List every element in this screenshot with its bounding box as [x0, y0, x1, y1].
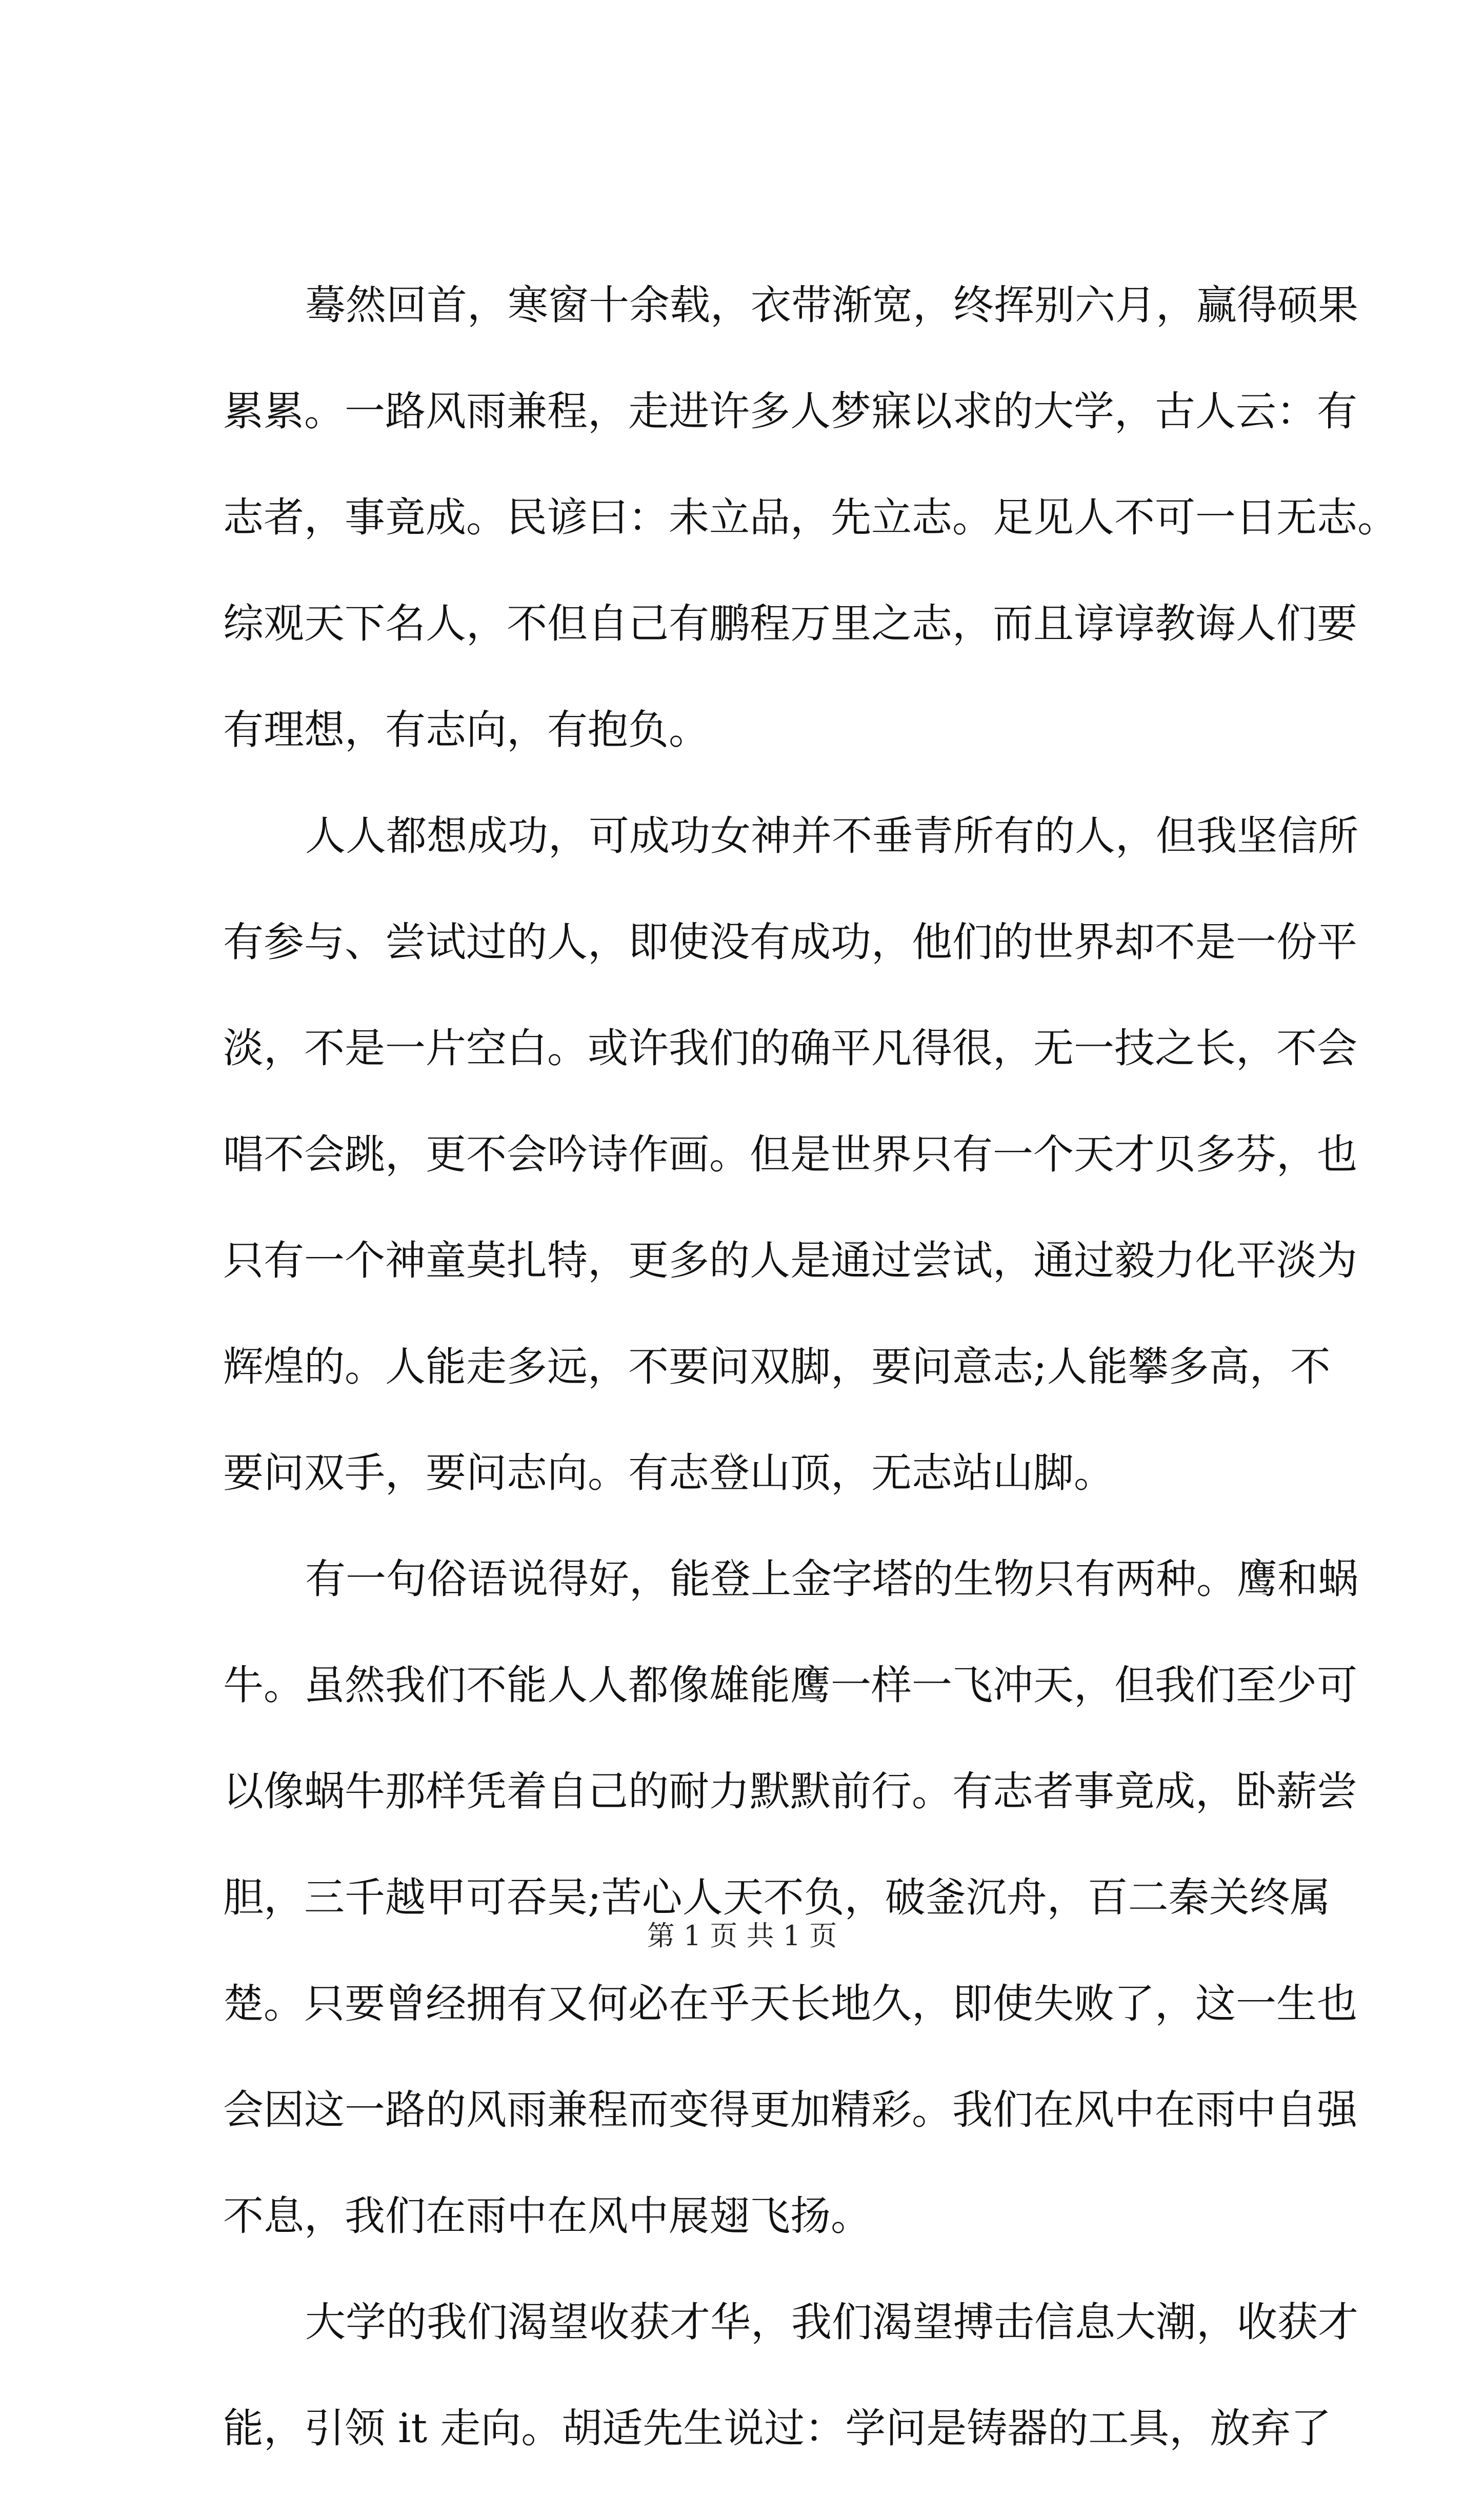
text-line [223, 2071, 1357, 2178]
paragraph-4 [223, 2284, 1358, 2496]
text-line [223, 1010, 1357, 1116]
text-line [223, 1541, 1358, 1647]
text-line-content: 能，引领 it 走向。胡适先生说过：学问是铸器的工具，放弃了 [223, 2405, 1332, 2452]
text-line-content: 只有一个神童莫扎特，更多的人是通过尝试，通过毅力化平淡为 [223, 1237, 1357, 1284]
text-line-content: 不息，我们在雨中在风中展翅飞扬。 [223, 2192, 871, 2240]
text-line-content: 胆，三千越甲可吞吴;苦心人天不负，破釜沉舟，百二秦关终属 [223, 1874, 1331, 1921]
text-line [223, 1116, 1357, 1222]
text-line-content: 淡，不是一片空白。或许我们的确平凡得很，无一技之长，不会 [223, 1025, 1357, 1072]
text-line [223, 479, 1398, 585]
text-line [223, 691, 1295, 797]
text-line [223, 904, 1357, 1010]
text-line-content: 辉煌的。人能走多远，不要问双脚，要问意志;人能攀多高，不 [223, 1343, 1331, 1390]
text-line-content: 志者，事竟成。民谚曰：未立品，先立志。足见人不可一日无志。 [223, 494, 1398, 541]
text-line-content: 有一句俗语说得好，能登上金字塔的生物只有两种。鹰和蜗 [305, 1555, 1358, 1603]
paragraph-3 [223, 1541, 1358, 2284]
text-line [223, 2178, 1295, 2284]
text-line-content: 有参与、尝试过的人，即使没有成功，他们的世界却不是一份平 [223, 918, 1357, 966]
document-body [223, 267, 1398, 2496]
text-line-content: 综观天下名人，不但自己有鹏程万里之志，而且谆谆教诲人们要 [223, 600, 1357, 647]
text-line-content: 大学的我们渴望收获才华，我们渴望搏击信息大潮，收获才 [305, 2299, 1358, 2346]
text-line [223, 373, 1357, 479]
paragraph-1 [223, 267, 1398, 797]
text-line [223, 797, 1358, 904]
text-line-content: 会因这一路的风雨兼程而变得更加精彩。我们在风中在雨中自强 [223, 2086, 1357, 2133]
text-line [223, 267, 1358, 373]
text-line-content: 蓦然回首，寒窗十余载，衣带渐宽，终挥别六月，赢得硕果 [305, 282, 1358, 329]
text-line-content: 要问双手，要问志向。有志登山顶，无志站山脚。 [223, 1449, 1114, 1496]
text-line [223, 1965, 1357, 2071]
text-line-content: 唱不会跳，更不会吟诗作画。但是世界只有一个天才贝多芬，也 [223, 1131, 1357, 1178]
text-line-content: 以像蜗牛那样凭着自己的耐力默默前行。有志者事竟成，卧薪尝 [223, 1768, 1357, 1815]
text-line [223, 1647, 1357, 1753]
page-number-footer: 第 1 页 共 1 页 [647, 1920, 837, 1952]
paragraph-2 [223, 797, 1358, 1541]
text-line [223, 1753, 1357, 1859]
text-line [223, 1434, 1295, 1541]
text-line-content: 人人都想成功，可成功女神并不垂青所有的人，但我坚信所 [305, 812, 1358, 860]
text-line [223, 585, 1357, 691]
text-line-content: 有理想，有志向，有抱负。 [223, 706, 709, 753]
text-line [223, 1222, 1357, 1328]
text-line-content: 牛。虽然我们不能人人都像雄能鹰一样一飞冲天，但我们至少可 [223, 1662, 1357, 1709]
text-line [223, 2390, 1332, 2496]
text-line-content: 楚。只要曾经拥有又何必在乎天长地久，即使失败了，这一生也 [223, 1980, 1357, 2027]
text-line-content: 累累。一路风雨兼程，走进许多人梦寐以求的大学，古人云：有 [223, 388, 1357, 435]
text-line [223, 2284, 1358, 2390]
text-line [223, 1328, 1331, 1434]
